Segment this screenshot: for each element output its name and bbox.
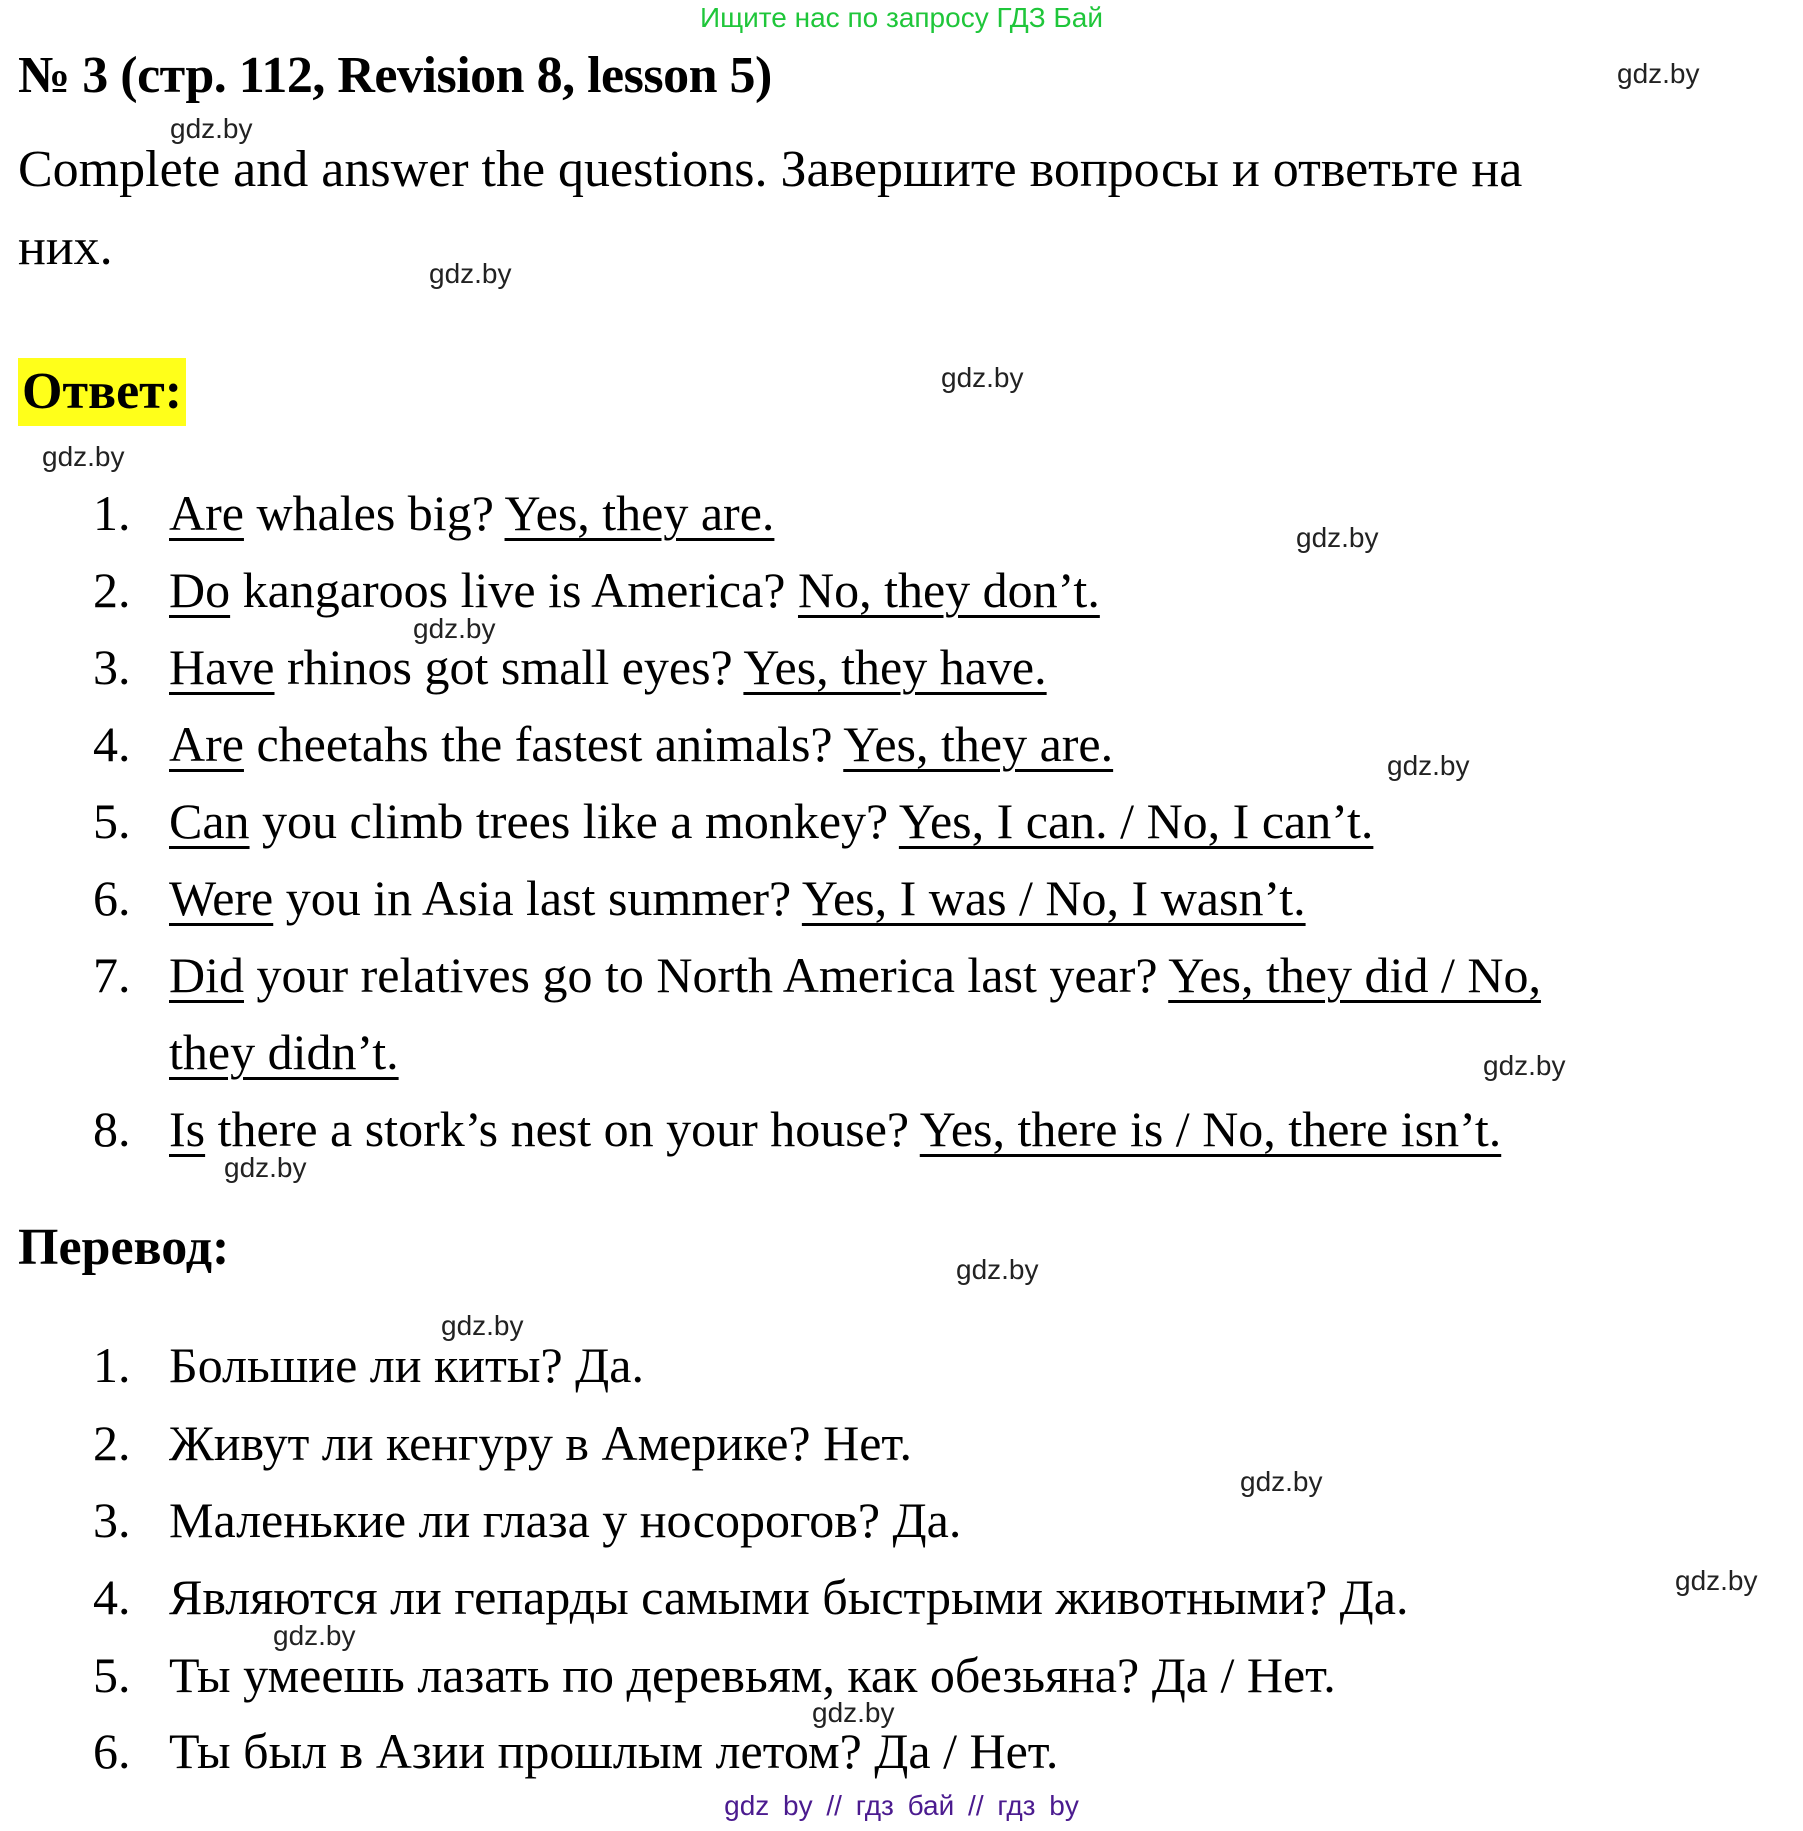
answer-question: your relatives go to North America last year? xyxy=(244,947,1169,1003)
translation-text: Маленькие ли глаза у носорогов? Да. xyxy=(169,1492,962,1548)
answer-verb: Are xyxy=(169,485,244,541)
answer-label: Ответ: xyxy=(18,358,186,426)
watermark: gdz.by xyxy=(1617,58,1700,89)
answer-question: you climb trees like a monkey? xyxy=(249,793,899,849)
answer-verb: Were xyxy=(169,870,274,926)
translation-text: Являются ли гепарды самыми быстрыми животными? Да. xyxy=(169,1569,1409,1625)
answer-reply: Yes, they did / No, xyxy=(1168,947,1541,1003)
answer-question: there a stork’s nest on your house? xyxy=(205,1101,920,1157)
top-banner[interactable]: Ищите нас по запросу ГДЗ Бай xyxy=(699,2,1104,33)
translation-text: Живут ли кенгуру в Америке? Нет. xyxy=(169,1415,912,1471)
watermark: gdz.by xyxy=(441,1310,524,1341)
watermark: gdz.by xyxy=(1675,1565,1758,1596)
page-title: № 3 (стр. 112, Revision 8, lesson 5) xyxy=(18,47,772,104)
item-number: 3. xyxy=(93,639,131,695)
answer-reply-continuation: they didn’t. xyxy=(169,1024,399,1080)
watermark: gdz.by xyxy=(1240,1466,1323,1497)
item-number: 4. xyxy=(93,716,131,772)
answer-reply: Yes, they have. xyxy=(743,639,1047,695)
answer-verb: Can xyxy=(169,793,250,849)
item-number: 2. xyxy=(93,1415,131,1471)
translation-label: Перевод: xyxy=(18,1219,230,1276)
translation-text: Ты умеешь лазать по деревьям, как обезьяна? Да / Нет. xyxy=(169,1647,1336,1703)
item-number: 6. xyxy=(93,870,131,926)
answer-question: you in Asia last summer? xyxy=(273,870,802,926)
answer-reply: No, they don’t. xyxy=(797,562,1100,618)
answer-question: rhinos got small eyes? xyxy=(274,639,744,695)
answer-question: kangaroos live is America? xyxy=(230,562,798,618)
instruction-line-1: Complete and answer the questions. Завершите вопросы и ответьте на xyxy=(18,141,1523,198)
answer-verb: Did xyxy=(169,947,244,1003)
footer-links[interactable]: gdz by // гдз бай // гдз by xyxy=(724,1790,1079,1821)
watermark: gdz.by xyxy=(1296,522,1379,553)
item-number: 1. xyxy=(93,485,131,541)
item-number: 5. xyxy=(93,1647,131,1703)
watermark: gdz.by xyxy=(429,258,512,289)
watermark: gdz.by xyxy=(1387,750,1470,781)
answer-verb: Do xyxy=(169,562,231,618)
watermark: gdz.by xyxy=(1483,1050,1566,1081)
answer-question: cheetahs the fastest animals? xyxy=(243,716,844,772)
answer-verb: Is xyxy=(169,1101,206,1157)
watermark: gdz.by xyxy=(413,613,496,644)
answer-reply: Yes, there is / No, there isn’t. xyxy=(919,1101,1502,1157)
watermark: gdz.by xyxy=(956,1254,1039,1285)
watermark: gdz.by xyxy=(273,1620,356,1651)
answer-reply: Yes, I was / No, I wasn’t. xyxy=(801,870,1306,926)
answer-question: whales big? xyxy=(243,485,505,541)
watermark: gdz.by xyxy=(812,1697,895,1728)
watermark: gdz.by xyxy=(941,362,1024,393)
item-number: 1. xyxy=(93,1337,131,1393)
item-number: 8. xyxy=(93,1101,131,1157)
answer-verb: Are xyxy=(169,716,244,772)
item-number: 2. xyxy=(93,562,131,618)
watermark: gdz.by xyxy=(224,1152,307,1183)
instruction-line-2: них. xyxy=(18,219,113,276)
item-number: 5. xyxy=(93,793,131,849)
answer-reply: Yes, they are. xyxy=(843,716,1114,772)
translation-text: Большие ли киты? Да. xyxy=(169,1337,644,1393)
translation-text: Ты был в Азии прошлым летом? Да / Нет. xyxy=(169,1723,1059,1779)
answer-reply: Yes, I can. / No, I can’t. xyxy=(898,793,1374,849)
item-number: 4. xyxy=(93,1569,131,1625)
watermark: gdz.by xyxy=(170,113,253,144)
item-number: 6. xyxy=(93,1723,131,1779)
watermark: gdz.by xyxy=(42,441,125,472)
answer-reply: Yes, they are. xyxy=(504,485,775,541)
item-number: 7. xyxy=(93,947,131,1003)
answer-verb: Have xyxy=(169,639,275,695)
item-number: 3. xyxy=(93,1492,131,1548)
